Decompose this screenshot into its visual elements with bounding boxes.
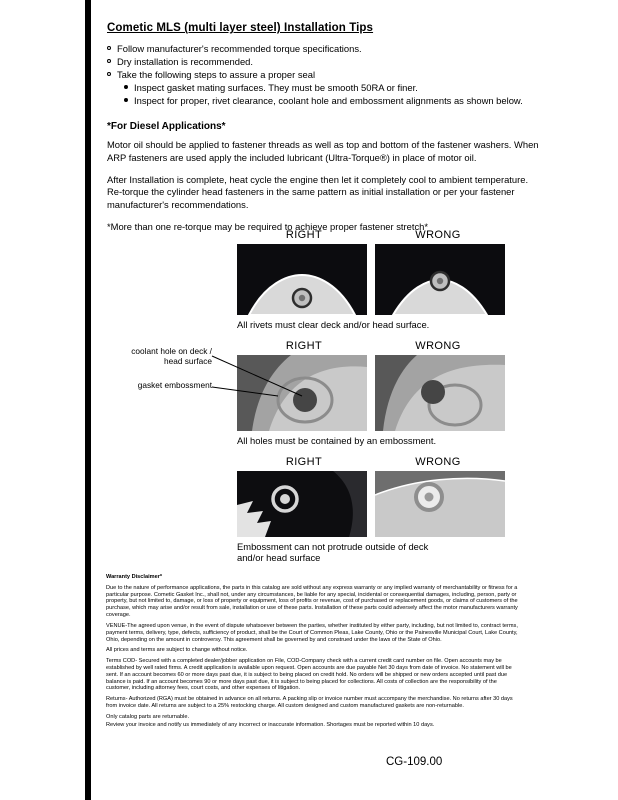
- diesel-paragraph: Motor oil should be applied to fastener threads as well as top and bottom of the fastener washers. When ARP fasteners are used apply the included lubricant (Ultra-Torque®) in place of motor oil.: [107, 139, 539, 163]
- right-label: RIGHT: [285, 229, 323, 241]
- content-column: [107, 22, 549, 244]
- list-item: [107, 69, 549, 81]
- warranty-heading: Warranty Disclaimer*: [106, 574, 163, 580]
- legal-paragraph: Returns- Authorized (RGA) must be obtained in advance on all returns. A packing slip or invoice number must accompany the merchandise. No returns after 30 days from invoice date. All returns are subject to a 25% restocking charge. All custom designed and custom manufactured gaskets are non-returnable.: [106, 696, 513, 709]
- callout-pointer-lines: [208, 350, 308, 405]
- page-title: Cometic MLS (multi layer steel) Installation Tips: [107, 22, 374, 34]
- protrude-wrong-figure: [375, 471, 505, 537]
- figure-panels: [237, 244, 505, 315]
- rivet-wrong-figure: [375, 244, 505, 315]
- figure-caption: All holes must be contained by an embossment.: [237, 434, 437, 446]
- tip-text: Inspect for proper, rivet clearance, coolant hole and embossment alignments as shown below.: [134, 95, 523, 107]
- document-code: CG-109.00: [386, 756, 443, 768]
- list-item: [124, 95, 549, 107]
- protrude-right-figure: [237, 471, 367, 537]
- legal-paragraph: All prices and terms are subject to change without notice.: [106, 647, 248, 654]
- list-item: [124, 82, 549, 94]
- wrong-label: WRONG: [415, 229, 461, 241]
- figure-row-protrude: [237, 456, 505, 565]
- list-item: [107, 43, 549, 55]
- right-label: RIGHT: [285, 455, 323, 468]
- legal-section: [106, 574, 520, 732]
- rivet-right-figure: [237, 244, 367, 315]
- circle-bullet-icon: [107, 59, 111, 63]
- legal-paragraph: Only catalog parts are returnable.: [106, 713, 190, 720]
- tip-text: Dry installation is recommended.: [117, 56, 253, 68]
- coolant-hole-callout: coolant hole on deck / head surface: [131, 346, 212, 366]
- tips-list: [107, 43, 549, 107]
- tip-text: Take the following steps to assure a proper seal: [117, 69, 316, 81]
- list-item: [107, 56, 549, 68]
- figure-caption: All rivets must clear deck and/or head surface.: [237, 319, 430, 330]
- circle-bullet-icon: [107, 46, 111, 50]
- figure-labels: [237, 229, 505, 242]
- figure-panels: [237, 471, 505, 537]
- wrong-label: WRONG: [415, 455, 461, 468]
- circle-bullet-icon: [107, 72, 111, 76]
- figure-row-rivets: [237, 229, 505, 331]
- legal-paragraph: Review your invoice and notify us immediately of any incorrect or inaccurate information. Shortages must be reported within 10 days.: [106, 721, 435, 728]
- legal-paragraph: Due to the nature of performance applications, the parts in this catalog are sold without any express warranty or any implied warranty of merchantability or fitness for a particular purpose. Cometic Gasket Inc., shall not, under any circumstances, be liable for any special, incidental or consequential damages, including, person, party or property, but not limited to, damage, or loss of property or equipment, loss of profits or revenue, cost of purchased or replacement goods, or claims of customers of the purchase, which may arise and/or result from sale, installation or use of these parts. Installation of these parts could adversely affect the motor manufacturers warranty coverage.: [106, 584, 518, 619]
- dot-bullet-icon: [124, 85, 128, 89]
- right-label: RIGHT: [285, 339, 323, 352]
- dot-bullet-icon: [124, 98, 128, 102]
- figure-caption: Embossment can not protrude outside of deck and/or head surface: [237, 540, 429, 564]
- tip-text: Inspect gasket mating surfaces. They must be smooth 50RA or finer.: [134, 82, 418, 94]
- gasket-embossment-callout: gasket embossment: [137, 380, 212, 390]
- diesel-heading: *For Diesel Applications*: [107, 121, 226, 133]
- embossment-wrong-figure: [375, 355, 505, 431]
- diesel-paragraph: After Installation is complete, heat cycle the engine then let it completely cool to ambient temperature. Re-torque the cylinder head fasteners in the same pattern as initial installation or per your fastener manufacturer's recommendations.: [107, 173, 529, 210]
- legal-paragraph: VENUE-The agreed upon venue, in the event of dispute whatsoever between the parties, whether instituted by either party, including, but not limited to, contract terms, payment terms, delivery, type, defects, sufficiency of product, shall be the Court of Common Pleas, Lake County, Ohio or the Painesville Municipal Court, Lake County, Ohio, depending on the amount in controversy. This agreement shall be governed by and construed under the laws of the State of Ohio.: [106, 622, 518, 643]
- retorque-note: *More than one re-torque may be required to achieve proper fastener stretch*: [107, 221, 429, 233]
- page-left-edge: [85, 0, 91, 800]
- figure-labels: [237, 456, 505, 469]
- wrong-label: WRONG: [415, 339, 461, 352]
- tip-text: Follow manufacturer's recommended torque specifications.: [117, 43, 362, 54]
- legal-paragraph: Terms COD- Secured with a completed dealer/jobber application on File, COD-Company check with a current credit card number on file. Open accounts may be established by well rated firms. A credit application is available upon request. Open accounts are due payable Net 30 days from date of invoice. No statement will be sent. If an account becomes 60 or more days past due, it is subject to being placed on credit hold. No orders will be shipped or new orders accepted until past due balance is paid. If an account becomes 90 or more days past due, it is subject to being placed for collections. All costs of collection are the responsibility of the customer, including attorney fees, court costs, and other expenses of litigation.: [106, 658, 512, 692]
